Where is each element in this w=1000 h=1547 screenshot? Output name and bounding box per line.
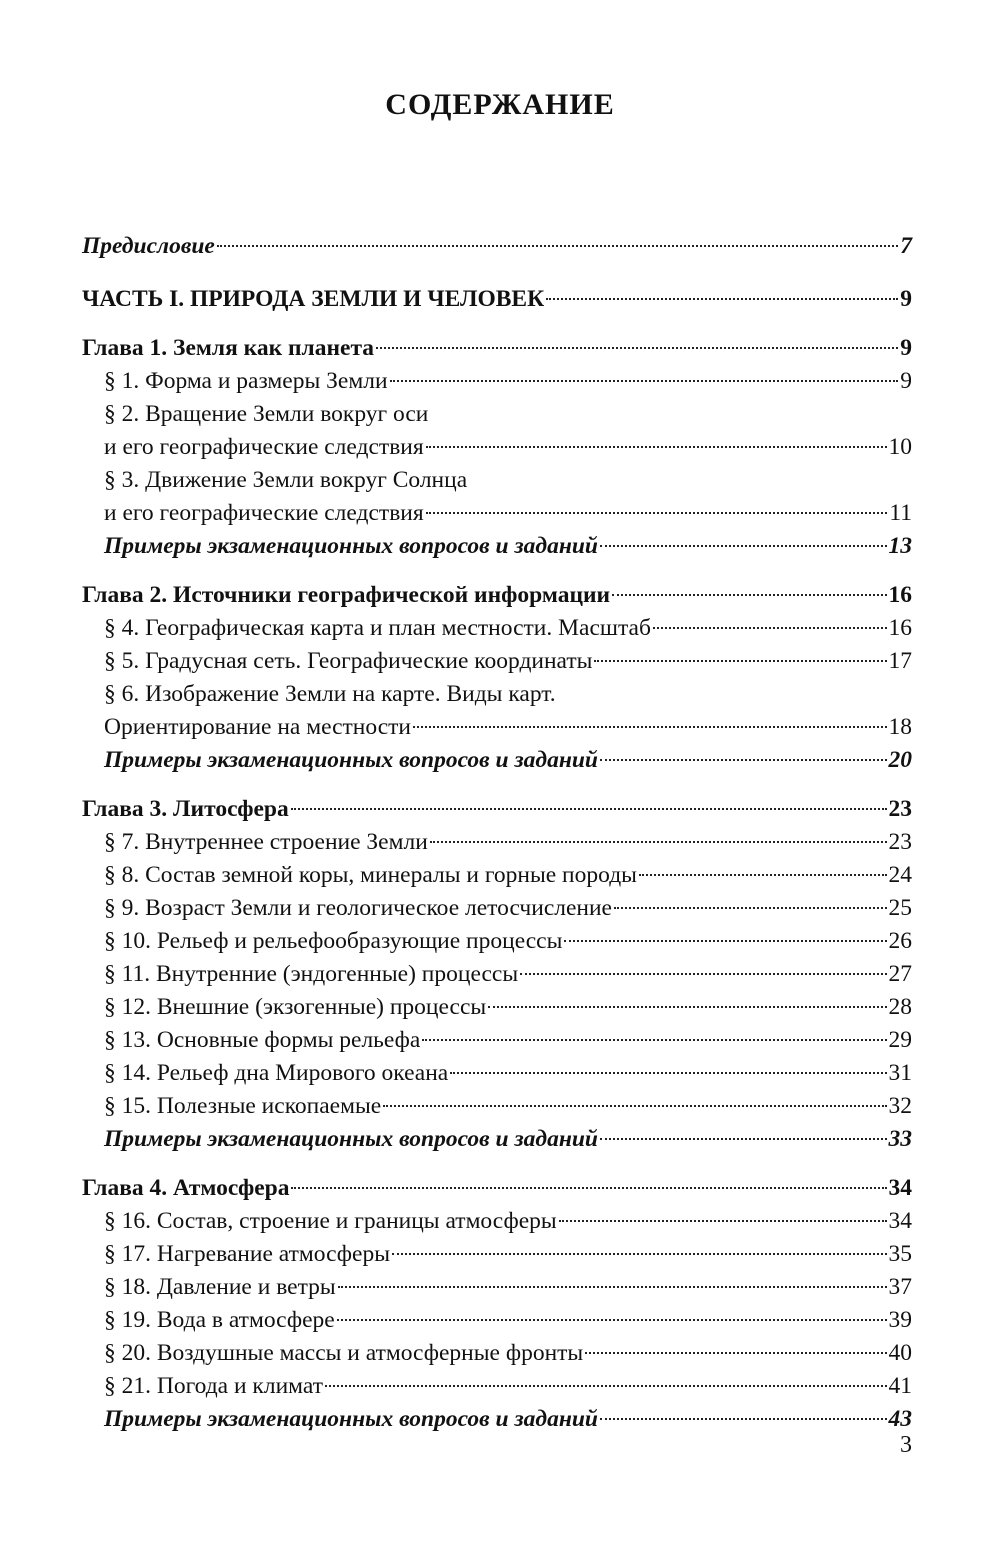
toc-entry-page: 28	[888, 994, 912, 1020]
toc-entry-label: Примеры экзаменационных вопросов и заданий	[104, 533, 599, 559]
dot-leader	[600, 1418, 886, 1420]
toc-entry-section-5[interactable]	[82, 645, 912, 678]
toc-entry-section-11[interactable]	[82, 958, 912, 991]
toc-entry-label: Примеры экзаменационных вопросов и заданий	[104, 747, 599, 773]
toc-entry-label: § 17. Нагревание атмосферы	[104, 1241, 390, 1267]
toc-entry-page: 39	[888, 1307, 912, 1333]
toc-entry-label: и его географические следствия	[104, 500, 424, 526]
toc-entry-page: 13	[888, 533, 912, 559]
toc-entry-page: 16	[888, 582, 912, 608]
toc-entry-label: § 4. Географическая карта и план местности. Масштаб	[104, 615, 651, 641]
toc-entry-section-9[interactable]	[82, 892, 912, 925]
toc-entry-page: 18	[888, 714, 912, 740]
toc-entry-label: § 8. Состав земной коры, минералы и горные породы	[104, 862, 637, 888]
dot-leader	[585, 1352, 886, 1354]
toc-entry-page: 9	[900, 286, 912, 312]
toc-entry-page: 9	[900, 368, 912, 394]
toc-entry-section-13[interactable]	[82, 1024, 912, 1057]
toc-entry-label: § 9. Возраст Земли и геологическое летосчисление	[104, 895, 612, 921]
toc-entry-examples-chapter-1[interactable]	[82, 530, 912, 563]
page-title: СОДЕРЖАНИЕ	[385, 88, 615, 121]
toc-entry-examples-chapter-3[interactable]	[82, 1123, 912, 1156]
dot-leader	[217, 245, 898, 247]
toc-entry-section-16[interactable]	[82, 1205, 912, 1238]
toc-entry-examples-chapter-2[interactable]	[82, 744, 912, 777]
dot-leader	[390, 380, 899, 382]
toc-entry-label: Глава 4. Атмосфера	[82, 1175, 290, 1201]
toc-entry-section-14[interactable]	[82, 1057, 912, 1090]
toc-entry-page: 35	[888, 1241, 912, 1267]
toc-entry-label: § 14. Рельеф дна Мирового океана	[104, 1060, 449, 1086]
toc-entry-page: 25	[888, 895, 912, 921]
dot-leader	[614, 907, 887, 909]
toc-entry-label: § 2. Вращение Земли вокруг оси	[104, 401, 429, 427]
dot-leader	[594, 660, 886, 662]
toc-entry-page: 32	[888, 1093, 912, 1119]
toc-entry-label: § 6. Изображение Земли на карте. Виды карт.	[104, 681, 556, 707]
toc-entry-label: § 13. Основные формы рельефа	[104, 1027, 421, 1053]
page-number: 3	[900, 1432, 912, 1458]
toc-entry-section-2-line-1[interactable]	[82, 398, 912, 431]
toc-entry-page: 9	[900, 335, 912, 361]
dot-leader	[291, 808, 887, 810]
toc-entry-page: 31	[888, 1060, 912, 1086]
dot-leader	[430, 841, 887, 843]
dot-leader	[291, 1187, 886, 1189]
toc-entry-label: § 3. Движение Земли вокруг Солнца	[104, 467, 468, 493]
dot-leader	[559, 1220, 887, 1222]
toc-entry-label: § 20. Воздушные массы и атмосферные фронты	[104, 1340, 584, 1366]
toc-entry-examples-chapter-4[interactable]	[82, 1403, 912, 1436]
toc-entry-page: 33	[888, 1126, 912, 1152]
toc-entry-label: § 5. Градусная сеть. Географические координаты	[104, 648, 593, 674]
dot-leader	[653, 627, 887, 629]
dot-leader	[337, 1319, 887, 1321]
dot-leader	[600, 1138, 886, 1140]
toc-entry-page: 10	[888, 434, 912, 460]
toc-entry-page: 27	[888, 961, 912, 987]
toc-entry-page: 7	[900, 233, 912, 259]
toc-entry-section-10[interactable]	[82, 925, 912, 958]
toc-entry-section-2[interactable]	[82, 431, 912, 464]
dot-leader	[600, 759, 886, 761]
toc-entry-label: Ориентирование на местности	[104, 714, 411, 740]
dot-leader	[612, 594, 886, 596]
toc-entry-page: 23	[888, 796, 912, 822]
toc-entry-page: 34	[888, 1175, 912, 1201]
toc-entry-chapter-3[interactable]	[82, 793, 912, 826]
toc-entry-label: § 1. Форма и размеры Земли	[104, 368, 388, 394]
dot-leader	[564, 940, 886, 942]
toc-entry-section-7[interactable]	[82, 826, 912, 859]
toc-entry-label: Примеры экзаменационных вопросов и заданий	[104, 1126, 599, 1152]
dot-leader	[450, 1072, 886, 1074]
toc-entry-section-8[interactable]	[82, 859, 912, 892]
toc-entry-section-20[interactable]	[82, 1337, 912, 1370]
dot-leader	[426, 446, 887, 448]
toc-entry-section-6-line-1[interactable]	[82, 678, 912, 711]
dot-leader	[520, 973, 886, 975]
dot-leader	[600, 545, 886, 547]
toc-entry-label: и его географические следствия	[104, 434, 424, 460]
toc-entry-label: § 10. Рельеф и рельефообразующие процессы	[104, 928, 563, 954]
toc-entry-section-3[interactable]	[82, 497, 912, 530]
dot-leader	[383, 1105, 886, 1107]
toc-entry-page: 29	[888, 1027, 912, 1053]
toc-entry-label: § 15. Полезные ископаемые	[104, 1093, 382, 1119]
toc-entry-section-1[interactable]	[82, 365, 912, 398]
toc-entry-label: § 11. Внутренние (эндогенные) процессы	[104, 961, 519, 987]
toc-entry-chapter-1[interactable]	[82, 332, 912, 365]
toc-entry-label: Глава 1. Земля как планета	[82, 335, 375, 361]
toc-entry-page: 11	[889, 500, 912, 526]
toc-entry-page: 41	[888, 1373, 912, 1399]
toc-entry-chapter-4[interactable]	[82, 1172, 912, 1205]
toc-entry-page: 23	[888, 829, 912, 855]
toc-entry-label: Глава 2. Источники географической информации	[82, 582, 611, 608]
dot-leader	[426, 512, 888, 514]
toc-entry-page: 43	[888, 1406, 912, 1432]
toc-entry-section-15[interactable]	[82, 1090, 912, 1123]
dot-leader	[413, 726, 887, 728]
toc-entry-preface[interactable]	[82, 230, 912, 263]
dot-leader	[488, 1006, 886, 1008]
toc-entry-label: § 19. Вода в атмосфере	[104, 1307, 335, 1333]
dot-leader	[422, 1039, 886, 1041]
toc-entry-label: § 7. Внутреннее строение Земли	[104, 829, 428, 855]
toc-entry-label: Примеры экзаменационных вопросов и заданий	[104, 1406, 599, 1432]
toc-entry-label: § 16. Состав, строение и границы атмосферы	[104, 1208, 557, 1234]
dot-leader	[639, 874, 887, 876]
toc-entry-page: 17	[888, 648, 912, 674]
toc-entry-section-3-line-1[interactable]	[82, 464, 912, 497]
dot-leader	[325, 1385, 887, 1387]
toc-entry-page: 40	[888, 1340, 912, 1366]
dot-leader	[546, 298, 898, 300]
toc-entry-chapter-2[interactable]	[82, 579, 912, 612]
table-of-contents	[82, 230, 912, 1436]
dot-leader	[338, 1286, 887, 1288]
toc-entry-section-18[interactable]	[82, 1271, 912, 1304]
toc-entry-page: 16	[888, 615, 912, 641]
toc-entry-section-21[interactable]	[82, 1370, 912, 1403]
toc-entry-label: Предисловие	[82, 233, 215, 259]
toc-entry-section-4[interactable]	[82, 612, 912, 645]
toc-entry-label: ЧАСТЬ I. ПРИРОДА ЗЕМЛИ И ЧЕЛОВЕК	[82, 286, 545, 312]
toc-entry-label: § 21. Погода и климат	[104, 1373, 323, 1399]
toc-entry-page: 20	[888, 747, 912, 773]
toc-entry-part-1[interactable]	[82, 283, 912, 316]
toc-entry-label: Глава 3. Литосфера	[82, 796, 289, 822]
toc-entry-section-17[interactable]	[82, 1238, 912, 1271]
toc-entry-page: 26	[888, 928, 912, 954]
toc-entry-page: 37	[888, 1274, 912, 1300]
toc-entry-page: 34	[888, 1208, 912, 1234]
dot-leader	[376, 347, 898, 349]
toc-entry-label: § 12. Внешние (экзогенные) процессы	[104, 994, 487, 1020]
dot-leader	[392, 1253, 887, 1255]
toc-entry-label: § 18. Давление и ветры	[104, 1274, 336, 1300]
toc-entry-page: 24	[888, 862, 912, 888]
toc-entry-section-19[interactable]	[82, 1304, 912, 1337]
toc-entry-section-12[interactable]	[82, 991, 912, 1024]
toc-entry-section-6[interactable]	[82, 711, 912, 744]
